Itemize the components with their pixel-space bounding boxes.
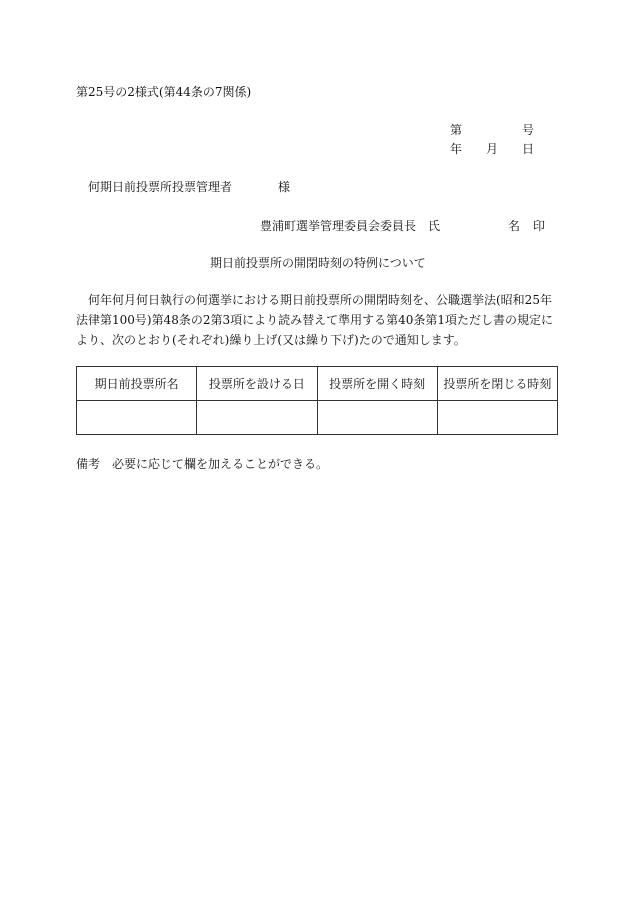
- table-row: [77, 401, 558, 435]
- header-setup-date: 投票所を設ける日: [197, 367, 317, 401]
- table-cell: [77, 401, 197, 435]
- header-open-time: 投票所を開く時刻: [317, 367, 437, 401]
- date-day: 日: [522, 142, 535, 156]
- number-dai: 第: [450, 123, 463, 137]
- sender-mei: 名: [508, 219, 521, 233]
- addressee-honorific: 様: [278, 180, 291, 194]
- header-station-name: 期日前投票所名: [77, 367, 197, 401]
- table-cell: [437, 401, 557, 435]
- table-cell: [317, 401, 437, 435]
- body-paragraph: 何年何月何日執行の何選挙における期日前投票所の開閉時刻を、公職選挙法(昭和25年法律第100号)第48条の2第3項により読み替えて準用する第40条第1項ただし書の規定により、次のとおり(それぞれ)繰り上げ(又は繰り下げ)たので通知します。: [76, 293, 554, 347]
- sender-seal: 印: [533, 219, 546, 233]
- header-close-time: 投票所を閉じる時刻: [437, 367, 557, 401]
- table-header-row: [77, 367, 558, 401]
- schedule-table: [76, 366, 558, 435]
- sender-org: 豊浦町選挙管理委員会委員長: [260, 219, 417, 233]
- number-go: 号: [522, 123, 535, 137]
- addressee-title: 何期日前投票所投票管理者: [88, 180, 233, 194]
- date-month: 月: [486, 142, 499, 156]
- document-title: 期日前投票所の開閉時刻の特例について: [210, 256, 426, 270]
- date-year: 年: [450, 142, 463, 156]
- form-id: 第25号の2様式(第44条の7関係): [76, 85, 252, 99]
- remarks-note: 備考 必要に応じて欄を加えることができる。: [76, 457, 329, 471]
- table-cell: [197, 401, 317, 435]
- sender-shi: 氏: [428, 219, 441, 233]
